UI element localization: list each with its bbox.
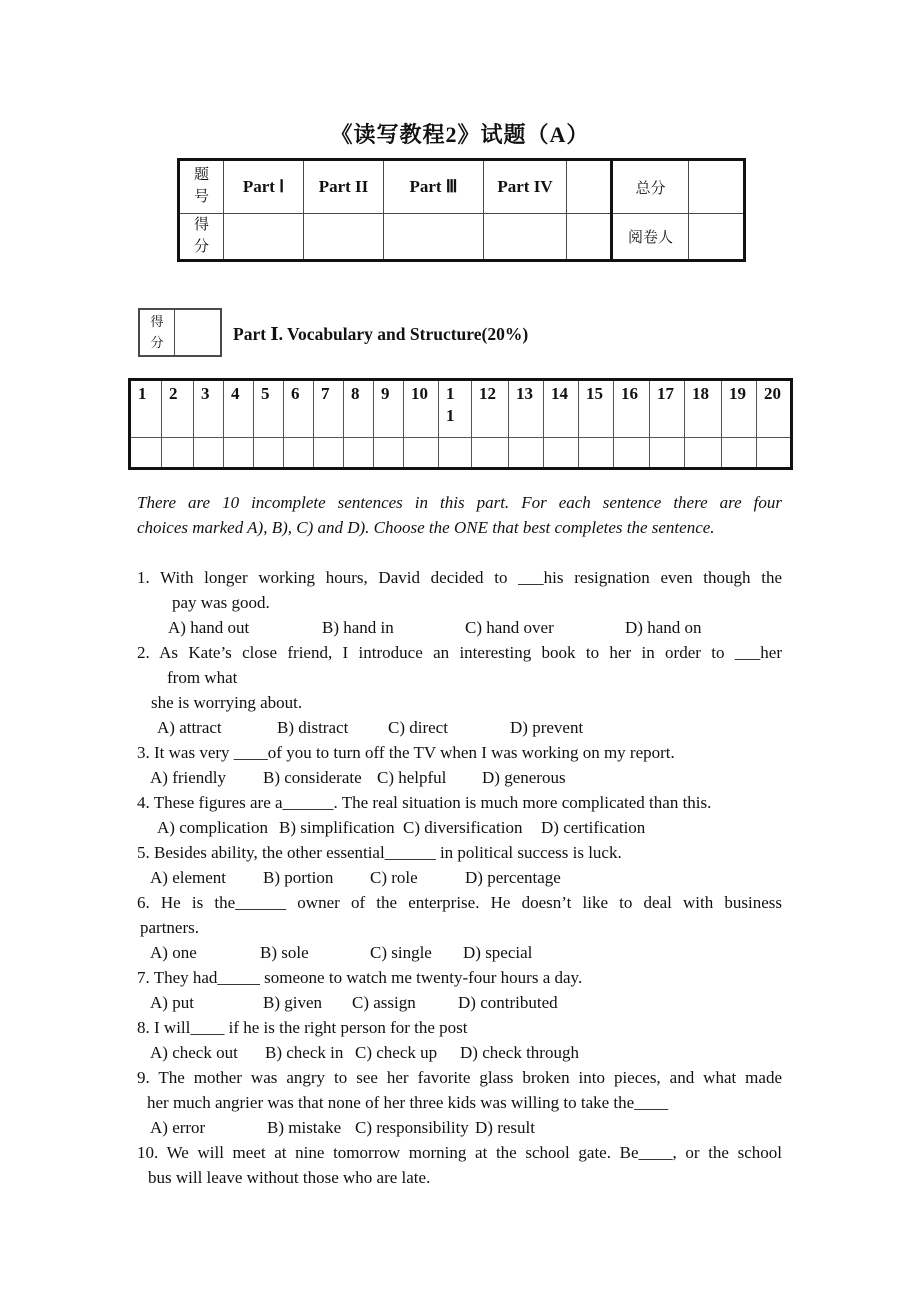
score-row-label: 得分	[179, 214, 224, 261]
option-c: C) direct	[388, 718, 448, 737]
question-3-options	[137, 765, 782, 790]
option-b: B) considerate	[263, 768, 362, 787]
question-8-line: 8. I will____ if he is the right person for the post	[137, 1018, 468, 1037]
answer-blank-cell	[614, 438, 650, 469]
option-d: D) special	[463, 943, 533, 962]
answer-number-cell: 17	[650, 380, 685, 438]
answer-number-cell: 5	[254, 380, 284, 438]
answer-number-cell: 14	[544, 380, 579, 438]
answer-number-cell: 4	[224, 380, 254, 438]
page-title: 《读写教程2》试题（A）	[330, 122, 590, 147]
answer-blank-cell	[544, 438, 579, 469]
question-4-line: 4. These figures are a______. The real situation is much more complicated than this.	[137, 793, 712, 812]
answer-number-cell: 15	[579, 380, 614, 438]
answer-blank-cell	[509, 438, 544, 469]
answer-blank-cell	[344, 438, 374, 469]
option-a: A) complication	[157, 818, 268, 837]
question-7-options	[137, 990, 782, 1015]
header-cell-part1: Part Ⅰ	[224, 160, 304, 214]
option-a: A) attract	[157, 718, 222, 737]
answer-blank-cell	[685, 438, 722, 469]
answer-blank-cell	[374, 438, 404, 469]
answer-number-cell: 16	[614, 380, 650, 438]
question-4-options	[137, 815, 782, 840]
answer-number-cell: 18	[685, 380, 722, 438]
option-b: B) simplification	[279, 818, 395, 837]
option-a: A) check out	[150, 1043, 238, 1062]
option-a: A) friendly	[150, 768, 227, 787]
option-d: D) generous	[482, 768, 566, 787]
question-6-line: partners.	[140, 918, 200, 937]
question-5-options	[137, 865, 782, 890]
score-cell-part1	[224, 214, 304, 261]
answer-number-cell: 13	[509, 380, 544, 438]
question-1-options	[137, 615, 782, 640]
header-cell-empty	[567, 160, 612, 214]
answer-blank-cell	[224, 438, 254, 469]
answer-number-cell: 1	[130, 380, 162, 438]
question-9-options	[137, 1115, 782, 1140]
answer-number-cell: 9	[374, 380, 404, 438]
question-3-line: 3. It was very ____of you to turn off the TV when I was working on my report.	[137, 743, 675, 762]
score-summary-table	[177, 158, 746, 262]
header-cell-part3: Part Ⅲ	[384, 160, 484, 214]
answer-blank-cell	[757, 438, 792, 469]
option-c: C) single	[370, 943, 432, 962]
answer-number-cell: 2	[162, 380, 194, 438]
question-2-line: from what	[167, 668, 238, 687]
answer-number-cell: 11	[439, 380, 472, 438]
option-a: A) error	[150, 1118, 206, 1137]
option-d: D) certification	[541, 818, 646, 837]
option-c: C) responsibility	[355, 1118, 469, 1137]
option-d: D) check through	[460, 1043, 579, 1062]
answer-blank-cell	[439, 438, 472, 469]
score-cell-part3	[384, 214, 484, 261]
question-9-line: her much angrier was that none of her three kids was willing to take the____	[147, 1093, 669, 1112]
option-d: D) prevent	[510, 718, 584, 737]
score-cell-part4	[484, 214, 567, 261]
part1-score-box-label: 得分	[140, 310, 175, 355]
answer-blank-cell	[472, 438, 509, 469]
answer-blank-cell	[162, 438, 194, 469]
header-cell-part4: Part IV	[484, 160, 567, 214]
header-cell-part2: Part II	[304, 160, 384, 214]
answer-number-cell: 20	[757, 380, 792, 438]
question-6-line: 6. He is the______ owner of the enterprise. He doesn’t like to deal with business	[137, 893, 782, 912]
answer-blank-cell	[314, 438, 344, 469]
answer-number-cell: 3	[194, 380, 224, 438]
option-a: A) one	[150, 943, 197, 962]
question-9-line: 9. The mother was angry to see her favorite glass broken into pieces, and what made	[137, 1068, 782, 1087]
question-10-line: 10. We will meet at nine tomorrow morning at the school gate. Be____, or the school	[137, 1143, 782, 1162]
header-cell-question-no: 题号	[179, 160, 224, 214]
header-cell-total-value	[689, 160, 745, 214]
option-b: B) sole	[260, 943, 309, 962]
part1-score-box	[138, 308, 222, 357]
answer-blank-cell	[284, 438, 314, 469]
question-1-line: pay was good.	[172, 593, 270, 612]
question-1-line: 1. With longer working hours, David decided to ___his resignation even though the	[137, 568, 782, 587]
score-cell-empty	[567, 214, 612, 261]
answer-blank-cell	[130, 438, 162, 469]
option-c: C) hand over	[465, 618, 554, 637]
answer-grid-table	[128, 378, 793, 470]
option-a: A) put	[150, 993, 194, 1012]
answer-number-cell: 8	[344, 380, 374, 438]
score-cell-part2	[304, 214, 384, 261]
part1-score-box-value	[175, 310, 220, 355]
option-d: D) percentage	[465, 868, 561, 887]
option-b: B) distract	[277, 718, 349, 737]
grader-value-cell	[689, 214, 745, 261]
question-7-line: 7. They had_____ someone to watch me twenty-four hours a day.	[137, 968, 583, 987]
question-8-options	[137, 1040, 782, 1065]
question-5-line: 5. Besides ability, the other essential______ in political success is luck.	[137, 843, 622, 862]
option-a: A) hand out	[168, 618, 250, 637]
answer-blank-cell	[404, 438, 439, 469]
question-2-options	[137, 715, 782, 740]
option-b: B) hand in	[322, 618, 394, 637]
option-b: B) portion	[263, 868, 334, 887]
option-a: A) element	[150, 868, 226, 887]
option-c: C) helpful	[377, 768, 447, 787]
answer-blank-cell	[722, 438, 757, 469]
option-c: C) diversification	[403, 818, 523, 837]
question-list	[137, 565, 782, 1190]
option-b: B) given	[263, 993, 323, 1012]
part1-instructions	[137, 490, 782, 540]
answer-number-cell: 12	[472, 380, 509, 438]
option-b: B) check in	[265, 1043, 344, 1062]
question-6-options	[137, 940, 782, 965]
question-2-line: she is worrying about.	[151, 693, 303, 712]
option-d: D) result	[475, 1118, 535, 1137]
grader-label-cell: 阅卷人	[612, 214, 689, 261]
option-d: D) contributed	[458, 993, 558, 1012]
answer-blank-cell	[579, 438, 614, 469]
part1-heading: Part Ⅰ. Vocabulary and Structure(20%)	[233, 324, 529, 344]
option-c: C) role	[370, 868, 418, 887]
answer-number-cell: 7	[314, 380, 344, 438]
option-d: D) hand on	[625, 618, 702, 637]
option-c: C) check up	[355, 1043, 438, 1062]
answer-number-cell: 10	[404, 380, 439, 438]
answer-blank-cell	[650, 438, 685, 469]
option-b: B) mistake	[267, 1118, 342, 1137]
question-10-line: bus will leave without those who are late.	[148, 1168, 431, 1187]
instructions-line: choices marked A), B), C) and D). Choose the ONE that best completes the sentence.	[137, 518, 715, 537]
answer-blank-cell	[194, 438, 224, 469]
question-2-line: 2. As Kate’s close friend, I introduce an interesting book to her in order to ___her	[137, 643, 782, 662]
option-c: C) assign	[352, 993, 416, 1012]
instructions-line: There are 10 incomplete sentences in this part. For each sentence there are four	[137, 493, 782, 512]
answer-blank-cell	[254, 438, 284, 469]
answer-number-cell: 6	[284, 380, 314, 438]
header-cell-total-score: 总分	[612, 160, 689, 214]
answer-number-cell: 19	[722, 380, 757, 438]
